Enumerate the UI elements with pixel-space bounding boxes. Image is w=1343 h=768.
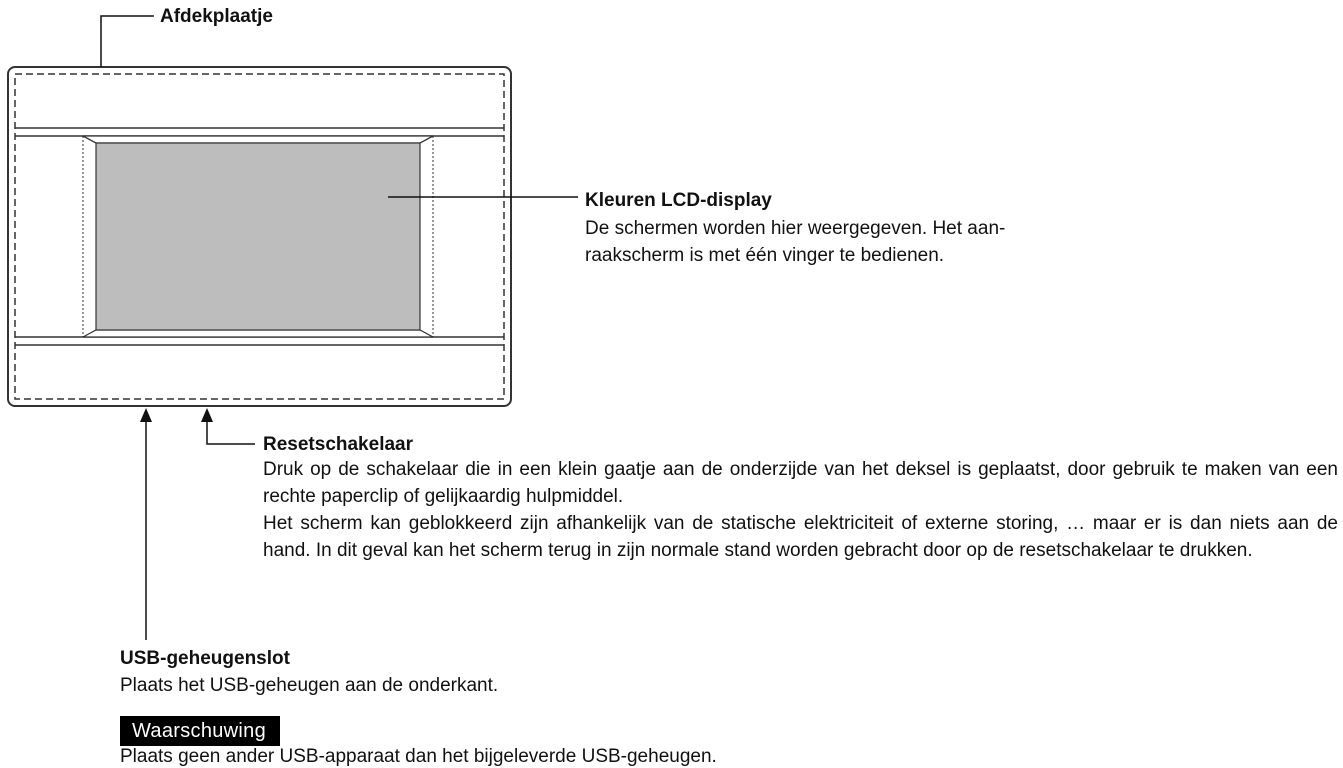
cover-plate-label: Afdekplaatje: [160, 6, 273, 27]
reset-annotation: [263, 434, 1338, 564]
warning-text: Plaats geen ander USB-apparaat dan het bijgeleverde USB-geheugen.: [120, 746, 717, 767]
lcd-description-line-2: raakscherm is met één vinger te bedienen.: [585, 245, 945, 266]
reset-title: Resetschakelaar: [263, 434, 413, 455]
screen-bezel-bottom: [83, 330, 433, 337]
lcd-description: [585, 215, 1145, 269]
lcd-description-line-1: De schermen worden hier weergegeven. Het aan-: [585, 218, 1006, 239]
screen-bezel: [83, 136, 433, 143]
reset-description: [263, 456, 1338, 564]
lcd-screen: [96, 143, 420, 330]
usb-title: USB-geheugenslot: [120, 648, 290, 669]
reset-paragraph-2: Het scherm kan geblokkeerd zijn afhankelijk van de statische elektriciteit of externe storing, … maar er is dan niets aan de hand. In dit geval kan het scherm terug in zijn normale stand worden gebracht door op de resetschakelaar te drukken.: [263, 513, 1338, 561]
lcd-annotation: [585, 190, 1145, 269]
warning-badge: Waarschuwing: [120, 716, 280, 746]
usb-arrow-head: [140, 408, 152, 422]
reset-paragraph-1: Druk op de schakelaar die in een klein gaatje aan de onderzijde van het deksel is geplaatst, door gebruik te maken van een rechte paperclip of gelijkaardig hulpmiddel.: [263, 459, 1338, 507]
usb-annotation: [120, 648, 498, 699]
reset-arrow-head: [201, 408, 213, 422]
reset-leader-line: [207, 420, 255, 444]
lcd-title: Kleuren LCD-display: [585, 190, 772, 211]
cover-leader-line: [101, 16, 154, 67]
usb-description: Plaats het USB-geheugen aan de onderkant.: [120, 675, 499, 696]
